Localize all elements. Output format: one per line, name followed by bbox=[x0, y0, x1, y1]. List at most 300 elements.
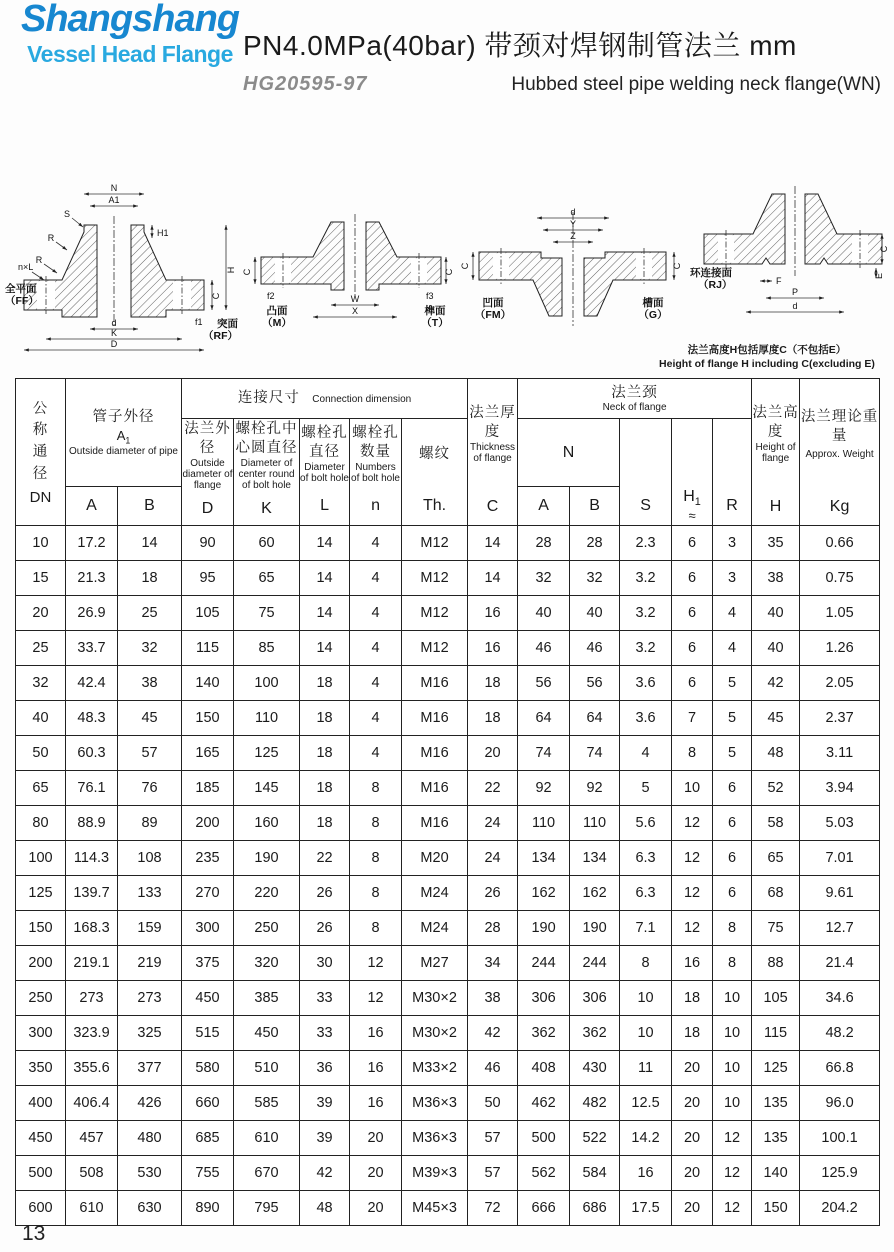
cell: 219.1 bbox=[66, 946, 118, 981]
col-header-pipe-A: A bbox=[66, 487, 118, 526]
cell: 18 bbox=[468, 666, 518, 701]
cell: 3.6 bbox=[620, 701, 672, 736]
cell: 2.3 bbox=[620, 526, 672, 561]
cell: 273 bbox=[118, 981, 182, 1016]
cell: 250 bbox=[16, 981, 66, 1016]
cell: 755 bbox=[182, 1156, 234, 1191]
cell: 15 bbox=[16, 561, 66, 596]
cell: 9.61 bbox=[800, 876, 880, 911]
cell: 34.6 bbox=[800, 981, 880, 1016]
col-header-L bbox=[300, 419, 350, 526]
cell: 585 bbox=[234, 1086, 300, 1121]
cell: 16 bbox=[350, 1086, 402, 1121]
dim-label-d: d bbox=[111, 318, 117, 328]
cell: 26 bbox=[300, 911, 350, 946]
cell: 377 bbox=[118, 1051, 182, 1086]
cell: 65 bbox=[234, 561, 300, 596]
cell: M45×3 bbox=[402, 1191, 468, 1226]
cell: 134 bbox=[570, 841, 620, 876]
cell: 584 bbox=[570, 1156, 620, 1191]
cell: 12 bbox=[713, 1156, 752, 1191]
cell: 462 bbox=[518, 1086, 570, 1121]
table-row bbox=[16, 1051, 880, 1086]
cell: 3.94 bbox=[800, 771, 880, 806]
cell: 32 bbox=[16, 666, 66, 701]
cell: 5 bbox=[713, 701, 752, 736]
weight-sym: Kg bbox=[829, 497, 850, 515]
cell: 108 bbox=[118, 841, 182, 876]
neck-cn: 法兰颈 bbox=[611, 384, 658, 401]
cell: 10 bbox=[620, 981, 672, 1016]
cell: 105 bbox=[752, 981, 800, 1016]
cell: 5.03 bbox=[800, 806, 880, 841]
cell: 480 bbox=[118, 1121, 182, 1156]
dim-label-C: C bbox=[211, 292, 221, 300]
pipe-cn: 管子外径 bbox=[92, 408, 155, 425]
caption-fm: 凹面 bbox=[482, 297, 504, 309]
table-row bbox=[16, 596, 880, 631]
col-header-thickness bbox=[468, 379, 518, 526]
cell: 40 bbox=[752, 596, 800, 631]
col-header-K bbox=[234, 419, 300, 526]
dim-label-f3: f3 bbox=[425, 291, 434, 301]
caption-rf: 突面 bbox=[217, 318, 238, 330]
col-header-H1 bbox=[672, 419, 713, 526]
cell: 350 bbox=[16, 1051, 66, 1086]
cell: 14 bbox=[300, 561, 350, 596]
cell: 18 bbox=[118, 561, 182, 596]
cell: 8 bbox=[620, 946, 672, 981]
dim-label-E: E bbox=[873, 272, 884, 280]
cell: 20 bbox=[672, 1191, 713, 1226]
cell: 323.9 bbox=[66, 1016, 118, 1051]
cell: 16 bbox=[620, 1156, 672, 1191]
cell: 48.2 bbox=[800, 1016, 880, 1051]
cell: 68 bbox=[752, 876, 800, 911]
th-sym: Th. bbox=[422, 496, 447, 514]
cell: 7.01 bbox=[800, 841, 880, 876]
cell: 18 bbox=[672, 981, 713, 1016]
cell: 8 bbox=[350, 876, 402, 911]
cell: 18 bbox=[300, 806, 350, 841]
cell: 125 bbox=[752, 1051, 800, 1086]
cell: 46 bbox=[468, 1051, 518, 1086]
cell: 320 bbox=[234, 946, 300, 981]
dim-label-Y: Y bbox=[570, 219, 577, 229]
cell: 12 bbox=[350, 946, 402, 981]
dim-label-S: S bbox=[63, 209, 71, 219]
dim-label-Z: Z bbox=[570, 231, 577, 241]
cell: 4 bbox=[713, 631, 752, 666]
L-en: Diameter of bolt hole bbox=[300, 461, 349, 484]
cell: 28 bbox=[468, 911, 518, 946]
cell: 48 bbox=[752, 736, 800, 771]
cell: 66.8 bbox=[800, 1051, 880, 1086]
K-sym: K bbox=[261, 499, 272, 517]
table-row bbox=[16, 981, 880, 1016]
cell: 100 bbox=[234, 666, 300, 701]
title-block bbox=[243, 24, 883, 96]
cell: 300 bbox=[16, 1016, 66, 1051]
cell: 21.4 bbox=[800, 946, 880, 981]
group-header-connection bbox=[182, 379, 468, 419]
cell: 20 bbox=[672, 1121, 713, 1156]
caption-fm-code: （FM） bbox=[475, 309, 512, 321]
cell: M36×3 bbox=[402, 1086, 468, 1121]
drawing-note bbox=[644, 344, 890, 371]
cell: 1.05 bbox=[800, 596, 880, 631]
cell: M16 bbox=[402, 771, 468, 806]
cell: 28 bbox=[518, 526, 570, 561]
cell: 34 bbox=[468, 946, 518, 981]
col-header-neck-B: B bbox=[570, 487, 620, 526]
cell: 10 bbox=[620, 1016, 672, 1051]
cell: 430 bbox=[570, 1051, 620, 1086]
dim-label-f2: f2 bbox=[266, 291, 275, 301]
col-header-dn-sym: DN bbox=[29, 488, 52, 506]
dim-label-X: X bbox=[351, 306, 358, 316]
cell: 250 bbox=[234, 911, 300, 946]
conn-cn: 连接尺寸 bbox=[237, 390, 300, 407]
cell: 515 bbox=[182, 1016, 234, 1051]
col-header-R bbox=[713, 419, 752, 526]
cell: 52 bbox=[752, 771, 800, 806]
cell: 57 bbox=[468, 1156, 518, 1191]
cell: 7.1 bbox=[620, 911, 672, 946]
cell: 457 bbox=[66, 1121, 118, 1156]
cell: 92 bbox=[518, 771, 570, 806]
cell: 20 bbox=[672, 1156, 713, 1191]
cell: 32 bbox=[118, 631, 182, 666]
cell: 24 bbox=[468, 806, 518, 841]
cell: 18 bbox=[300, 666, 350, 701]
cell: 630 bbox=[118, 1191, 182, 1226]
cell: 306 bbox=[570, 981, 620, 1016]
drawing-rj bbox=[690, 176, 890, 336]
drawing-fm-g bbox=[461, 204, 686, 344]
table-row bbox=[16, 771, 880, 806]
height-sym: H bbox=[769, 497, 782, 515]
cell: 14 bbox=[300, 631, 350, 666]
cell: 48.3 bbox=[66, 701, 118, 736]
cell: 26 bbox=[300, 876, 350, 911]
cell: 6 bbox=[713, 806, 752, 841]
cell: 385 bbox=[234, 981, 300, 1016]
cell: 4 bbox=[350, 736, 402, 771]
cell: 150 bbox=[16, 911, 66, 946]
table-row bbox=[16, 701, 880, 736]
cell: 190 bbox=[518, 911, 570, 946]
cell: 610 bbox=[234, 1121, 300, 1156]
cell: 10 bbox=[713, 1086, 752, 1121]
dim-label-H: H bbox=[226, 266, 236, 274]
cell: 8 bbox=[672, 736, 713, 771]
cell: 42 bbox=[468, 1016, 518, 1051]
cell: M24 bbox=[402, 876, 468, 911]
cell: 6 bbox=[672, 666, 713, 701]
cell: 5 bbox=[713, 666, 752, 701]
cell: 38 bbox=[118, 666, 182, 701]
dim-label-C-left: C bbox=[461, 262, 471, 270]
cell: 12 bbox=[672, 911, 713, 946]
L-cn: 螺栓孔直径 bbox=[301, 424, 348, 460]
cell: 14 bbox=[300, 526, 350, 561]
col-header-dn bbox=[16, 379, 66, 526]
cell: 4 bbox=[713, 596, 752, 631]
cell: M16 bbox=[402, 736, 468, 771]
drawing-ff-rf-block bbox=[4, 180, 239, 360]
cell: 72 bbox=[468, 1191, 518, 1226]
height-cn: 法兰高度 bbox=[752, 404, 799, 440]
cell: 3.2 bbox=[620, 631, 672, 666]
cell: 670 bbox=[234, 1156, 300, 1191]
col-header-th bbox=[402, 419, 468, 526]
cell: 219 bbox=[118, 946, 182, 981]
cell: 1.26 bbox=[800, 631, 880, 666]
cell: 244 bbox=[518, 946, 570, 981]
cell: 12.5 bbox=[620, 1086, 672, 1121]
dim-label-W: W bbox=[350, 294, 359, 304]
cell: 90 bbox=[182, 526, 234, 561]
cell: 510 bbox=[234, 1051, 300, 1086]
cell: 14 bbox=[300, 596, 350, 631]
cell: 375 bbox=[182, 946, 234, 981]
cell: 20 bbox=[468, 736, 518, 771]
th-cn: 螺纹 bbox=[419, 445, 451, 462]
cell: 522 bbox=[570, 1121, 620, 1156]
cell: 10 bbox=[713, 981, 752, 1016]
cell: 20 bbox=[16, 596, 66, 631]
cell: 3.2 bbox=[620, 561, 672, 596]
H1-sym: $H_1$ bbox=[683, 488, 701, 509]
dim-label-P: P bbox=[791, 287, 798, 297]
cell: M12 bbox=[402, 596, 468, 631]
cell: 400 bbox=[16, 1086, 66, 1121]
cell: M16 bbox=[402, 701, 468, 736]
cell: 89 bbox=[118, 806, 182, 841]
drawing-m-t bbox=[243, 202, 458, 332]
table-row bbox=[16, 1121, 880, 1156]
cell: 110 bbox=[570, 806, 620, 841]
cell: 200 bbox=[182, 806, 234, 841]
col-header-neck-A: A bbox=[518, 487, 570, 526]
cell: 46 bbox=[570, 631, 620, 666]
cell: 76.1 bbox=[66, 771, 118, 806]
cell: 33 bbox=[300, 1016, 350, 1051]
cell: 12 bbox=[350, 981, 402, 1016]
cell: 42 bbox=[300, 1156, 350, 1191]
cell: 140 bbox=[752, 1156, 800, 1191]
col-header-pipe-B: B bbox=[118, 487, 182, 526]
cell: 6 bbox=[713, 771, 752, 806]
caption-g: 槽面 bbox=[642, 297, 664, 309]
technical-drawings bbox=[0, 148, 894, 370]
cell: 12 bbox=[672, 806, 713, 841]
cell: 45 bbox=[118, 701, 182, 736]
cell: 795 bbox=[234, 1191, 300, 1226]
cell: M39×3 bbox=[402, 1156, 468, 1191]
drawing-note-en: Height of flange H including C(excluding E) bbox=[659, 357, 875, 370]
n-sym: n bbox=[371, 496, 380, 514]
caption-ff-code: （FF） bbox=[5, 295, 39, 307]
cell: 4 bbox=[350, 561, 402, 596]
cell: 105 bbox=[182, 596, 234, 631]
table-row bbox=[16, 1016, 880, 1051]
cell: 135 bbox=[752, 1121, 800, 1156]
cell: 20 bbox=[350, 1156, 402, 1191]
cell: 204.2 bbox=[800, 1191, 880, 1226]
cell: 450 bbox=[16, 1121, 66, 1156]
cell: 125 bbox=[234, 736, 300, 771]
cell: M12 bbox=[402, 631, 468, 666]
caption-m-code: （M） bbox=[261, 317, 292, 329]
D-cn: 法兰外径 bbox=[184, 421, 231, 456]
col-header-D bbox=[182, 419, 234, 526]
dim-label-d: d bbox=[792, 301, 798, 311]
cell: 4 bbox=[350, 701, 402, 736]
weight-en: Approx. Weight bbox=[805, 448, 874, 460]
cell: 88.9 bbox=[66, 806, 118, 841]
col-header-S bbox=[620, 419, 672, 526]
n-cn: 螺栓孔数量 bbox=[352, 424, 399, 460]
cell: 76 bbox=[118, 771, 182, 806]
cell: M24 bbox=[402, 911, 468, 946]
cell: 20 bbox=[672, 1086, 713, 1121]
cell: 18 bbox=[468, 701, 518, 736]
cell: 39 bbox=[300, 1086, 350, 1121]
cell: 64 bbox=[570, 701, 620, 736]
cell: 100.1 bbox=[800, 1121, 880, 1156]
cell: 8 bbox=[350, 911, 402, 946]
cell: 482 bbox=[570, 1086, 620, 1121]
cell: 5 bbox=[713, 736, 752, 771]
cell: 600 bbox=[16, 1191, 66, 1226]
cell: 48 bbox=[300, 1191, 350, 1226]
cell: 325 bbox=[118, 1016, 182, 1051]
dim-label-f1: f1 bbox=[195, 317, 203, 327]
cell: 890 bbox=[182, 1191, 234, 1226]
cell: 185 bbox=[182, 771, 234, 806]
cell: 16 bbox=[672, 946, 713, 981]
cell: 6 bbox=[713, 841, 752, 876]
drawing-note-cn: 法兰高度H包括厚度C（不包括E） bbox=[687, 344, 847, 356]
col-header-pipe bbox=[66, 379, 182, 487]
dim-label-F: F bbox=[775, 276, 782, 286]
cell: 6 bbox=[713, 876, 752, 911]
cell: 65 bbox=[16, 771, 66, 806]
cell: 36 bbox=[300, 1051, 350, 1086]
cell: 60.3 bbox=[66, 736, 118, 771]
thickness-cn: 法兰厚度 bbox=[469, 404, 516, 440]
cell: 46 bbox=[518, 631, 570, 666]
drawing-rj-block bbox=[659, 176, 890, 371]
cell: 145 bbox=[234, 771, 300, 806]
cell: 50 bbox=[468, 1086, 518, 1121]
table-body bbox=[16, 526, 880, 1226]
cell: M12 bbox=[402, 561, 468, 596]
cell: 306 bbox=[518, 981, 570, 1016]
cell: 220 bbox=[234, 876, 300, 911]
cell: 12 bbox=[672, 841, 713, 876]
cell: 17.2 bbox=[66, 526, 118, 561]
cell: 74 bbox=[518, 736, 570, 771]
cell: 18 bbox=[300, 771, 350, 806]
cell: 21.3 bbox=[66, 561, 118, 596]
cell: 12 bbox=[672, 876, 713, 911]
cell: 3.11 bbox=[800, 736, 880, 771]
cell: 12 bbox=[713, 1191, 752, 1226]
cell: 160 bbox=[234, 806, 300, 841]
cell: 200 bbox=[16, 946, 66, 981]
cell: 22 bbox=[300, 841, 350, 876]
cell: 42.4 bbox=[66, 666, 118, 701]
cell: 12 bbox=[713, 1121, 752, 1156]
cell: 96.0 bbox=[800, 1086, 880, 1121]
cell: 30 bbox=[300, 946, 350, 981]
L-sym: L bbox=[320, 496, 329, 514]
page-header bbox=[0, 0, 894, 106]
cell: 92 bbox=[570, 771, 620, 806]
cell: 8 bbox=[713, 946, 752, 981]
cell: 16 bbox=[350, 1051, 402, 1086]
caption-rf-code: （RF） bbox=[203, 330, 238, 342]
cell: 4 bbox=[350, 596, 402, 631]
cell: 18 bbox=[300, 736, 350, 771]
cell: 10 bbox=[713, 1016, 752, 1051]
dim-label-N: N bbox=[110, 183, 118, 193]
cell: 686 bbox=[570, 1191, 620, 1226]
cell: 426 bbox=[118, 1086, 182, 1121]
cell: 8 bbox=[350, 841, 402, 876]
cell: 100 bbox=[16, 841, 66, 876]
cell: 6.3 bbox=[620, 841, 672, 876]
pipe-en: Outside diameter of pipe bbox=[69, 446, 178, 458]
dim-label-C: C bbox=[878, 245, 889, 253]
dim-label-K: K bbox=[110, 328, 118, 338]
cell: 660 bbox=[182, 1086, 234, 1121]
cell: 4 bbox=[350, 666, 402, 701]
cell: 11 bbox=[620, 1051, 672, 1086]
cell: 3 bbox=[713, 561, 752, 596]
cell: 6 bbox=[672, 596, 713, 631]
group-header-neck bbox=[518, 379, 752, 419]
table-row bbox=[16, 1086, 880, 1121]
cell: 12.7 bbox=[800, 911, 880, 946]
cell: 115 bbox=[752, 1016, 800, 1051]
table-row bbox=[16, 806, 880, 841]
cell: 58 bbox=[752, 806, 800, 841]
cell: 666 bbox=[518, 1191, 570, 1226]
height-en: Height of flange bbox=[755, 441, 796, 464]
cell: 8 bbox=[713, 911, 752, 946]
cell: 115 bbox=[182, 631, 234, 666]
cell: 95 bbox=[182, 561, 234, 596]
cell: 3 bbox=[713, 526, 752, 561]
subtitle-row bbox=[243, 73, 883, 96]
cell: M30×2 bbox=[402, 1016, 468, 1051]
cell: 273 bbox=[66, 981, 118, 1016]
cell: 139.7 bbox=[66, 876, 118, 911]
cell: 110 bbox=[518, 806, 570, 841]
cell: 57 bbox=[118, 736, 182, 771]
cell: 14 bbox=[118, 526, 182, 561]
cell: 140 bbox=[182, 666, 234, 701]
cell: 406.4 bbox=[66, 1086, 118, 1121]
S-sym: S bbox=[640, 496, 651, 514]
cell: 85 bbox=[234, 631, 300, 666]
cell: 159 bbox=[118, 911, 182, 946]
table-row bbox=[16, 736, 880, 771]
